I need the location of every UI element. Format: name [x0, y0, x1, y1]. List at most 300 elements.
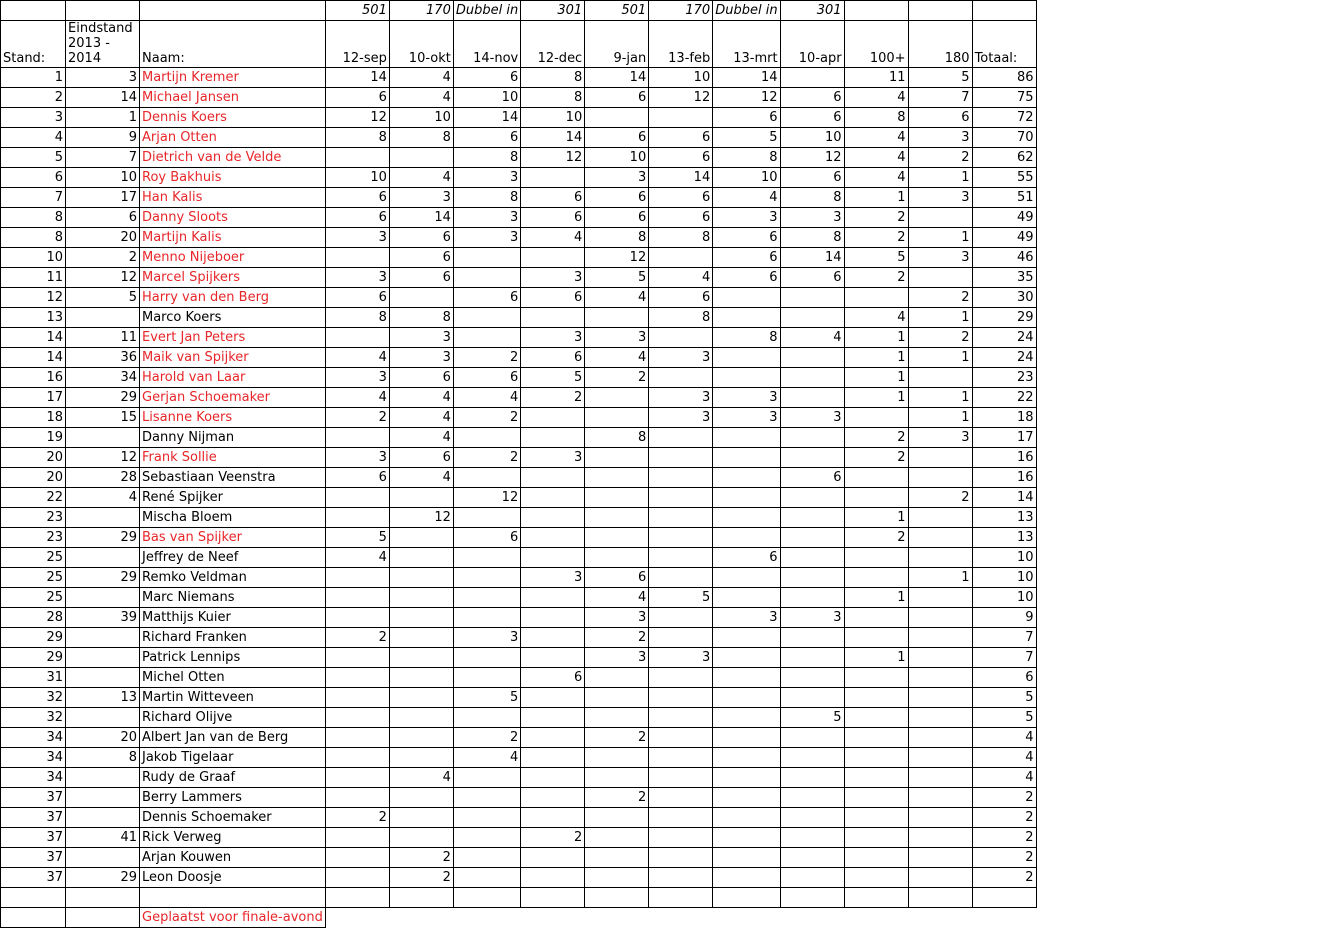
player-name-cell: Rick Verweg: [140, 828, 326, 848]
previous-standing-cell: [66, 848, 140, 868]
score-cell: 3: [453, 628, 520, 648]
score-cell: [844, 748, 908, 768]
score-cell: 2: [325, 628, 389, 648]
table-row: [1, 68, 1037, 88]
score-cell: 3: [585, 168, 649, 188]
previous-standing-cell: 36: [66, 348, 140, 368]
table-row: [1, 608, 1037, 628]
header-prev-line1: Eindstand: [68, 21, 133, 36]
previous-standing-cell: 20: [66, 228, 140, 248]
score-cell: [325, 688, 389, 708]
header-100-plus: 100+: [844, 21, 908, 68]
player-name-cell: Martin Witteveen: [140, 688, 326, 708]
previous-standing-cell: 14: [66, 88, 140, 108]
score-cell: [713, 848, 780, 868]
score-cell: 6: [325, 208, 389, 228]
score-cell: 4: [325, 548, 389, 568]
score-cell: 14: [713, 68, 780, 88]
score-cell: [908, 688, 972, 708]
score-cell: [713, 508, 780, 528]
player-name-cell: Bas van Spijker: [140, 528, 326, 548]
previous-standing-cell: 4: [66, 488, 140, 508]
score-cell: [780, 688, 844, 708]
table-row: [1, 188, 1037, 208]
score-cell: [521, 628, 585, 648]
score-cell: [844, 628, 908, 648]
score-cell: [521, 488, 585, 508]
player-name-cell: René Spijker: [140, 488, 326, 508]
score-cell: [389, 568, 453, 588]
cell: [325, 908, 389, 928]
previous-standing-cell: 29: [66, 388, 140, 408]
score-cell: [453, 788, 520, 808]
score-cell: [649, 848, 713, 868]
table-row: [1, 528, 1037, 548]
score-cell: [713, 588, 780, 608]
score-cell: [521, 788, 585, 808]
player-name-cell: Michel Otten: [140, 668, 326, 688]
stand-cell: 5: [1, 148, 66, 168]
score-cell: [453, 768, 520, 788]
previous-standing-cell: 15: [66, 408, 140, 428]
score-cell: 4: [649, 268, 713, 288]
score-cell: 3: [585, 608, 649, 628]
score-cell: [780, 428, 844, 448]
player-name-cell: Jeffrey de Neef: [140, 548, 326, 568]
score-cell: [649, 728, 713, 748]
score-cell: [453, 808, 520, 828]
previous-standing-cell: [66, 548, 140, 568]
score-cell: [713, 788, 780, 808]
score-cell: 6: [585, 88, 649, 108]
score-cell: [389, 148, 453, 168]
score-cell: [389, 788, 453, 808]
score-cell: [585, 528, 649, 548]
score-cell: [585, 448, 649, 468]
score-cell: [389, 808, 453, 828]
score-cell: [521, 728, 585, 748]
previous-standing-cell: [66, 708, 140, 728]
total-cell: 55: [972, 168, 1036, 188]
score-cell: [325, 788, 389, 808]
score-cell: [325, 608, 389, 628]
score-cell: 1: [844, 348, 908, 368]
cell: [66, 908, 140, 928]
stand-cell: 10: [1, 248, 66, 268]
score-cell: 3: [908, 128, 972, 148]
score-cell: [521, 768, 585, 788]
score-cell: 1: [844, 508, 908, 528]
score-cell: [453, 428, 520, 448]
score-cell: 2: [585, 368, 649, 388]
stand-cell: 29: [1, 628, 66, 648]
previous-standing-cell: [66, 628, 140, 648]
player-name-cell: Martijn Kremer: [140, 68, 326, 88]
score-cell: [713, 448, 780, 468]
score-cell: 4: [389, 388, 453, 408]
score-cell: [713, 648, 780, 668]
score-cell: [389, 488, 453, 508]
score-cell: 3: [713, 388, 780, 408]
score-cell: 10: [780, 128, 844, 148]
score-cell: 4: [325, 348, 389, 368]
score-cell: 2: [585, 788, 649, 808]
score-cell: 5: [585, 268, 649, 288]
score-cell: [325, 568, 389, 588]
score-cell: [713, 348, 780, 368]
score-cell: 3: [325, 448, 389, 468]
score-cell: [780, 508, 844, 528]
table-row: [1, 668, 1037, 688]
score-cell: 4: [844, 88, 908, 108]
previous-standing-cell: 17: [66, 188, 140, 208]
score-cell: 4: [389, 468, 453, 488]
total-cell: 7: [972, 628, 1036, 648]
table-row: [1, 488, 1037, 508]
score-cell: 2: [389, 848, 453, 868]
header-180: 180: [908, 21, 972, 68]
score-cell: [585, 748, 649, 768]
cell: [780, 908, 844, 928]
cell: [908, 908, 972, 928]
score-cell: [713, 708, 780, 728]
total-cell: 2: [972, 788, 1036, 808]
player-name-cell: Menno Nijeboer: [140, 248, 326, 268]
score-cell: 6: [780, 168, 844, 188]
score-cell: [389, 548, 453, 568]
previous-standing-cell: 39: [66, 608, 140, 628]
stand-cell: 37: [1, 848, 66, 868]
score-cell: [908, 448, 972, 468]
score-cell: [908, 548, 972, 568]
score-cell: 6: [780, 268, 844, 288]
score-cell: 5: [325, 528, 389, 548]
total-cell: 62: [972, 148, 1036, 168]
score-cell: 2: [844, 528, 908, 548]
score-cell: [908, 708, 972, 728]
player-name-cell: Danny Nijman: [140, 428, 326, 448]
table-row: [1, 708, 1037, 728]
score-cell: [453, 268, 520, 288]
stand-cell: 2: [1, 88, 66, 108]
score-cell: [908, 468, 972, 488]
score-cell: [325, 148, 389, 168]
table-row: [1, 748, 1037, 768]
player-name-cell: Michael Jansen: [140, 88, 326, 108]
total-cell: 23: [972, 368, 1036, 388]
player-name-cell: Berry Lammers: [140, 788, 326, 808]
score-cell: [389, 648, 453, 668]
score-cell: [713, 768, 780, 788]
score-cell: 2: [325, 408, 389, 428]
score-cell: 6: [325, 88, 389, 108]
score-cell: 2: [453, 448, 520, 468]
previous-standing-cell: 2: [66, 248, 140, 268]
score-cell: [844, 468, 908, 488]
score-cell: [521, 508, 585, 528]
score-cell: [585, 108, 649, 128]
stand-cell: 25: [1, 588, 66, 608]
total-cell: 24: [972, 328, 1036, 348]
score-cell: [325, 428, 389, 448]
cell: [66, 1, 140, 21]
header-total: Totaal:: [972, 21, 1036, 68]
score-cell: [908, 648, 972, 668]
score-cell: 3: [521, 328, 585, 348]
score-cell: [453, 328, 520, 348]
score-cell: 8: [585, 228, 649, 248]
score-cell: [713, 728, 780, 748]
previous-standing-cell: 11: [66, 328, 140, 348]
score-cell: [453, 248, 520, 268]
total-cell: 7: [972, 648, 1036, 668]
score-cell: [780, 668, 844, 688]
stand-cell: 4: [1, 128, 66, 148]
previous-standing-cell: [66, 508, 140, 528]
score-cell: [585, 688, 649, 708]
cell: [325, 888, 389, 908]
event-type-cell: 501: [585, 1, 649, 21]
stand-cell: 23: [1, 528, 66, 548]
score-cell: [844, 708, 908, 728]
header-round: 12-sep: [325, 21, 389, 68]
score-cell: 1: [844, 368, 908, 388]
player-name-cell: Dennis Schoemaker: [140, 808, 326, 828]
score-cell: 1: [908, 168, 972, 188]
table-row: [1, 268, 1037, 288]
score-cell: [325, 848, 389, 868]
score-cell: [521, 848, 585, 868]
total-cell: 22: [972, 388, 1036, 408]
score-cell: 2: [844, 428, 908, 448]
score-cell: 1: [844, 388, 908, 408]
score-cell: 6: [780, 108, 844, 128]
score-cell: [453, 468, 520, 488]
total-cell: 51: [972, 188, 1036, 208]
score-cell: 6: [521, 348, 585, 368]
cell: [908, 888, 972, 908]
player-name-cell: Han Kalis: [140, 188, 326, 208]
total-cell: 4: [972, 728, 1036, 748]
score-cell: 1: [908, 348, 972, 368]
previous-standing-cell: 9: [66, 128, 140, 148]
score-cell: 5: [908, 68, 972, 88]
score-cell: 3: [780, 408, 844, 428]
score-cell: [780, 848, 844, 868]
score-cell: 6: [649, 188, 713, 208]
score-cell: [649, 368, 713, 388]
score-cell: 6: [585, 208, 649, 228]
score-cell: 2: [453, 408, 520, 428]
score-cell: 4: [325, 388, 389, 408]
cell: [713, 888, 780, 908]
score-cell: 6: [713, 248, 780, 268]
score-cell: 6: [453, 288, 520, 308]
score-cell: 2: [521, 828, 585, 848]
score-cell: [325, 868, 389, 888]
score-cell: 7: [908, 88, 972, 108]
header-round: 12-dec: [521, 21, 585, 68]
stand-cell: 22: [1, 488, 66, 508]
score-cell: 2: [844, 208, 908, 228]
score-cell: 12: [325, 108, 389, 128]
sheet-body: [1, 1, 1037, 928]
score-cell: [521, 248, 585, 268]
event-type-cell: [972, 1, 1036, 21]
score-cell: [325, 248, 389, 268]
score-cell: 3: [649, 408, 713, 428]
table-row: [1, 808, 1037, 828]
score-cell: [649, 328, 713, 348]
score-cell: 3: [908, 248, 972, 268]
table-row: [1, 248, 1037, 268]
score-cell: [844, 808, 908, 828]
score-cell: 10: [649, 68, 713, 88]
score-cell: 4: [389, 168, 453, 188]
score-cell: 3: [649, 648, 713, 668]
stand-cell: 34: [1, 728, 66, 748]
table-row: [1, 768, 1037, 788]
score-cell: 8: [649, 228, 713, 248]
score-cell: 6: [325, 468, 389, 488]
legend-text: Geplaatst voor finale-avond: [140, 908, 326, 928]
score-cell: [908, 748, 972, 768]
score-cell: [649, 688, 713, 708]
player-name-cell: Frank Sollie: [140, 448, 326, 468]
score-cell: 2: [325, 808, 389, 828]
score-cell: 2: [453, 728, 520, 748]
score-cell: [908, 268, 972, 288]
score-cell: [649, 488, 713, 508]
stand-cell: 32: [1, 708, 66, 728]
score-cell: 6: [389, 368, 453, 388]
total-cell: 75: [972, 88, 1036, 108]
player-name-cell: Maik van Spijker: [140, 348, 326, 368]
score-cell: [521, 808, 585, 828]
total-cell: 10: [972, 548, 1036, 568]
score-cell: 4: [389, 88, 453, 108]
stand-cell: 20: [1, 468, 66, 488]
player-name-cell: Lisanne Koers: [140, 408, 326, 428]
score-cell: [713, 688, 780, 708]
score-cell: [844, 788, 908, 808]
previous-standing-cell: [66, 308, 140, 328]
total-cell: 10: [972, 568, 1036, 588]
player-name-cell: Matthijs Kuier: [140, 608, 326, 628]
score-cell: 5: [844, 248, 908, 268]
table-row: [1, 368, 1037, 388]
score-cell: [585, 708, 649, 728]
table-row: [1, 328, 1037, 348]
cell: [649, 908, 713, 928]
stand-cell: 6: [1, 168, 66, 188]
stand-cell: 8: [1, 228, 66, 248]
score-cell: 5: [453, 688, 520, 708]
score-cell: [649, 608, 713, 628]
score-cell: [780, 348, 844, 368]
score-cell: [780, 288, 844, 308]
score-cell: [844, 728, 908, 748]
score-cell: [649, 768, 713, 788]
score-cell: [521, 608, 585, 628]
player-name-cell: Evert Jan Peters: [140, 328, 326, 348]
score-cell: [585, 408, 649, 428]
score-cell: 6: [713, 228, 780, 248]
cell: [140, 888, 326, 908]
score-cell: 14: [521, 128, 585, 148]
table-row: [1, 348, 1037, 368]
score-cell: [389, 828, 453, 848]
score-cell: 6: [453, 68, 520, 88]
total-cell: 18: [972, 408, 1036, 428]
previous-standing-cell: [66, 428, 140, 448]
score-cell: [453, 648, 520, 668]
score-cell: 6: [389, 448, 453, 468]
score-cell: [521, 588, 585, 608]
score-cell: 4: [389, 408, 453, 428]
stand-cell: 37: [1, 788, 66, 808]
event-type-cell: 301: [521, 1, 585, 21]
score-cell: [325, 748, 389, 768]
score-cell: [844, 288, 908, 308]
score-cell: [585, 488, 649, 508]
score-cell: 6: [389, 248, 453, 268]
score-cell: 6: [713, 108, 780, 128]
table-row: [1, 88, 1037, 108]
stand-cell: 37: [1, 868, 66, 888]
score-cell: [908, 208, 972, 228]
table-row: [1, 648, 1037, 668]
score-cell: [649, 668, 713, 688]
score-cell: 5: [780, 708, 844, 728]
score-cell: [713, 628, 780, 648]
total-cell: 5: [972, 708, 1036, 728]
table-row: [1, 428, 1037, 448]
legend-row: [1, 908, 1037, 928]
score-cell: [521, 408, 585, 428]
player-name-cell: Jakob Tigelaar: [140, 748, 326, 768]
stand-cell: 28: [1, 608, 66, 628]
score-cell: [389, 628, 453, 648]
player-name-cell: Patrick Lennips: [140, 648, 326, 668]
score-cell: [713, 488, 780, 508]
stand-cell: 14: [1, 348, 66, 368]
player-name-cell: Dietrich van de Velde: [140, 148, 326, 168]
cell: [713, 908, 780, 928]
score-cell: [780, 488, 844, 508]
table-row: [1, 228, 1037, 248]
total-cell: 49: [972, 208, 1036, 228]
score-cell: 6: [389, 228, 453, 248]
table-row: [1, 628, 1037, 648]
score-cell: 12: [521, 148, 585, 168]
total-cell: 9: [972, 608, 1036, 628]
cell: [844, 908, 908, 928]
score-cell: 6: [649, 128, 713, 148]
score-cell: [521, 428, 585, 448]
cell: [521, 908, 585, 928]
header-prev-line2: 2013 - 2014: [68, 36, 110, 66]
stand-cell: 1: [1, 68, 66, 88]
score-cell: 14: [325, 68, 389, 88]
previous-standing-cell: [66, 648, 140, 668]
score-cell: 2: [908, 488, 972, 508]
score-cell: [844, 688, 908, 708]
score-cell: [649, 528, 713, 548]
score-cell: [908, 768, 972, 788]
score-cell: [649, 428, 713, 448]
score-cell: [780, 728, 844, 748]
